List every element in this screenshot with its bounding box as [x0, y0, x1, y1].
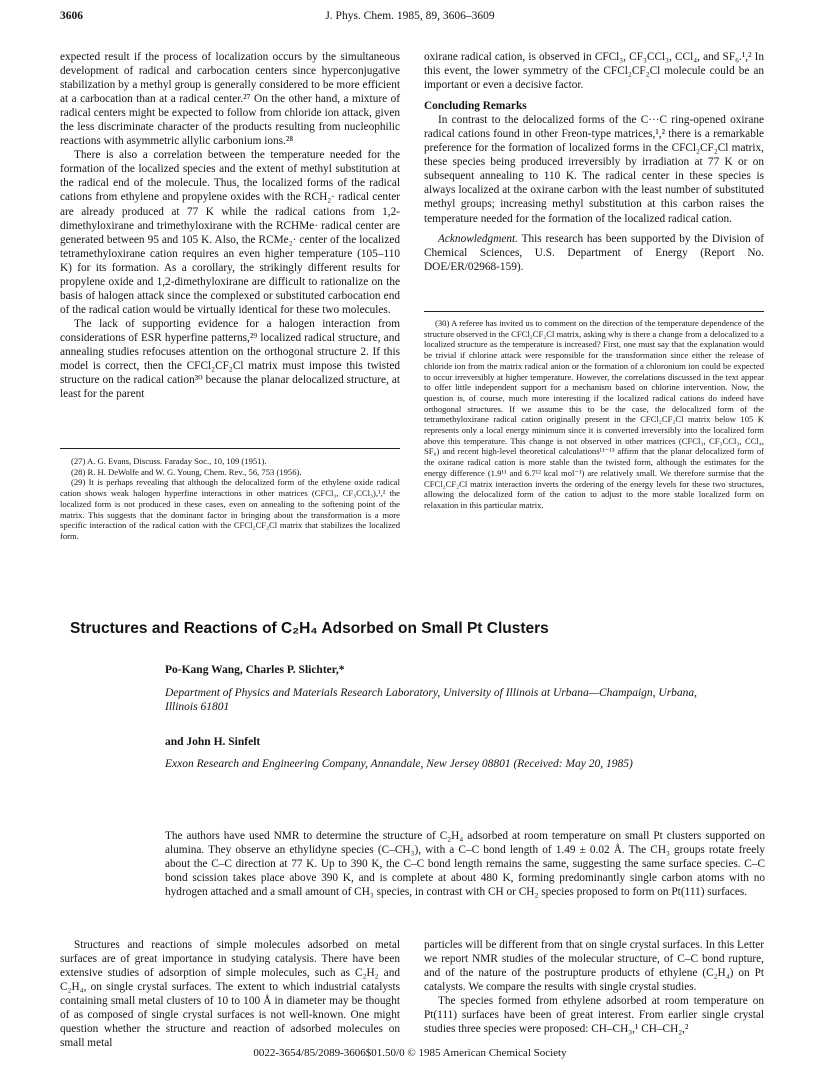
paragraph: oxirane radical cation, is observed in CFCl₃, CF₃CCl₃, CCl₄, and SF₆.¹,² In this event, the lower symmetry of the CFCl₂CF₂Cl molecule could be an important or even a decisive factor. [424, 51, 764, 92]
footnote-rule [60, 448, 400, 449]
paragraph: expected result if the process of localization occurs by the simultaneous development of radical and carbocation centers since hyperconjugative stabilization by a methyl group is generally considered to be more efficient at a carbocation than at a radical center.²⁷ On the other hand, a mixture of radical centers might be expected to follow from chloride ion attack, given the less discriminate character of the products resulting from nucleophilic reactions with asymmetric allylic carbonium ions.²⁸ [60, 51, 400, 148]
authors: Po-Kang Wang, Charles P. Slichter,* [165, 664, 345, 676]
acknowledgment [424, 232, 764, 274]
article-left-column [60, 938, 400, 1050]
paragraph: Structures and reactions of simple molecules adsorbed on metal surfaces are of great importance in studying catalysis. There have been extensive studies of adsorption of simple molecules, such as C₂H₂ and C₂H₄, on single crystal surfaces. The extent to which industrial catalysts containing small metal clusters of 10 to 100 Å in diameter may be thought of as composed of single crystal surfaces is not well-known. One might question whether the structure and reaction of adsorbed molecules on small metal [60, 939, 400, 1050]
abstract: The authors have used NMR to determine the structure of C₂H₄ adsorbed at room temperature on small Pt clusters supported on alumina. They observe an ethylidyne species (C–CH₃), with a C–C bond length of 1.49 ± 0.02 Å. The CH₃ groups rotate freely about the C–C direction at 77 K. Up to 390 K, the C–C bond length remains the same, suggesting the same surface species. C–C bond scission takes place above 390 K, and is complete at about 480 K, forming predominantly single carbon atoms with no hydrogen attached and a small amount of CH₃ species, in contrast with CH or CH₂ species proposed to form on Pt(111) surfaces. [165, 830, 765, 898]
paragraph: In contrast to the delocalized forms of the C···C ring-opened oxirane radical cations found in other Freon-type matrices,¹,² there is a remarkable preference for the formation of localized forms in the CFCl₂CF₂Cl matrix, these species being produced irreversibly by irradiation at 77 K or on subsequent annealing to 110 K. The radical center in these species is always localized at the oxirane carbon with the least number of substituted methyl groups; increasing methyl substitution at this carbon raises the temperature needed for the formation of the localized radical cation. [424, 114, 764, 225]
affiliation: Exxon Research and Engineering Company, Annandale, New Jersey 08801 (Received: May 20, 1985) [165, 758, 633, 770]
prev-left-footnotes [60, 456, 400, 542]
article-right-column [424, 938, 764, 1036]
footnote-rule [424, 311, 764, 312]
paragraph: The lack of supporting evidence for a halogen interaction from considerations of ESR hyperfine patterns,²⁹ localized radical structure, and annealing studies refocuses attention on the orthogonal structure 2. If this model is correct, then the CFCl₂CF₂Cl matrix must impose this twisted structure on the radical cation³⁰ because the planar delocalized structure, at least for the parent [60, 317, 400, 401]
section-heading: Concluding Remarks [424, 100, 527, 113]
footnote: (30) A referee has invited us to comment on the direction of the temperature dependence of the structure observed in the CFCl₂CF₂Cl matrix, asking why is there a change from a delocalized to a localized structure as the temperature is increased? First, one must say that the explanation would be trivial if chlorine attack were responsible for the transformation since either the release of chloride ion from the matrix radical anion or the formation of a chloronium ion could be expected to occur irreversibly at higher temperature. However, the correlations discussed in the text appear to offer little independent support for a mechanism based on chlorine intervention. Now, the question is, of course, much more interesting if the localized radical cations do indeed have orthogonal structures. If we assume this to be the case, the delocalized form of the tetramethyloxirane radical cation originally present in the CFCl₂CF₂Cl matrix below 105 K represents only a local energy minimum since it is converted irreversibly into the localized form above this temperature. This change is not observed in other matrices (CFCl₃, CF₃CCl₃, CCl₄, SF₆) and recent high-level theoretical calculations¹¹⁻¹³ affirm that the planar delocalized form of the oxirane radical cation is more stable than the twisted form, although the estimates for the energy difference (1.9¹¹ and 6.7¹² kcal mol⁻¹) are relatively small. We therefore surmise that the CFCl₂CF₂Cl matrix interaction inverts the ordering of the energy levels for these two structures, allowing the delocalized form of the cation to adjust to the more stable localized form on relaxation in this particular matrix. [424, 318, 764, 510]
paragraph: There is also a correlation between the temperature needed for the formation of the localized species and the extent of methyl substitution at the radical end of the molecule. Thus, the localized forms of the radical cations from ethylene and propylene oxides with the RCH₂· radical center are already produced at 77 K while the radical cations from 1,2-dimethyloxirane and trimethyloxirane with the RCHMe· radical center are generated between 95 and 105 K. Also, the RCMe₂· center of the localized tetramethyloxirane cation requires an even higher temperature (105–110 K) for its formation. As a corollary, the strikingly different results for propylene oxide and 1,2-dimethyloxirane are difficult to rationalize on the basis of halogen attack since the complexed or substituted carbocation end of the radical cation would be virtually identical for these two molecules. [60, 149, 400, 316]
journal-header: J. Phys. Chem. 1985, 89, 3606–3609 [325, 10, 495, 22]
affiliation: Department of Physics and Materials Research Laboratory, University of Illinois at Urbana—Champaign, Urbana, Illinois 61801 [165, 687, 698, 713]
ack-text: This research has been supported by the Division of Chemical Sciences, U.S. Department of Energy (Report No. DOE/ER/02968-159). [424, 232, 764, 273]
prev-right-footnote [424, 318, 764, 511]
footnote: (28) R. H. DeWolfe and W. G. Young, Chem. Rev., 56, 753 (1956). [71, 466, 302, 477]
article-title: Structures and Reactions of C₂H₄ Adsorbed on Small Pt Clusters [70, 620, 549, 637]
ack-label: Acknowledgment. [438, 232, 518, 245]
prev-right-column [424, 50, 764, 274]
copyright-footer: 0022-3654/85/2089-3606$01.50/0 © 1985 American Chemical Society [253, 1047, 567, 1059]
footnote: (27) A. G. Evans, Discuss. Faraday Soc., 10, 109 (1951). [71, 456, 267, 466]
prev-left-column [60, 50, 400, 401]
footnote: (29) It is perhaps revealing that although the delocalized form of the ethylene oxide radical cation shows weak halogen hyperfine interactions in other matrices (CFCl₃, CF₃CCl₃),¹,² the localized form is not produced in these cases, even on annealing to the softening point of the matrix. This suggests that the dominant factor in bringing about the transformation is a more specific interaction of the radical cation with the CFCl₂CF₂Cl matrix that stabilizes the localized form. [60, 477, 400, 541]
page-number: 3606 [60, 10, 83, 22]
paragraph: The species formed from ethylene adsorbed at room temperature on Pt(111) surfaces have been of great interest. From earlier single crystal studies three species were proposed: CH–CH₃,¹ CH–CH₂,² [424, 995, 764, 1036]
authors: and John H. Sinfelt [165, 736, 261, 748]
paragraph: particles will be different from that on single crystal surfaces. In this Letter we report NMR studies of the molecular structure, of C–C bond rupture, and of the nature of the postrupture products of ethylene (C₂H₄) on Pt catalysts. We compare the results with single crystal studies. [424, 939, 764, 994]
